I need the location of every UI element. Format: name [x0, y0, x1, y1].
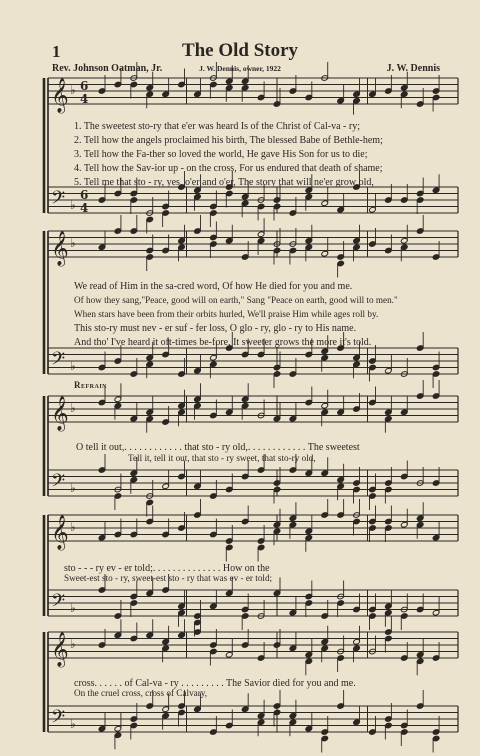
- flat-icon: ♭: [70, 236, 76, 250]
- verse-4-line-2: This sto-ry must nev - er suf - fer loss, O glo - ry, glo - ry to His name.: [74, 323, 357, 334]
- verse-5-line-1: 5. Tell me that sto - ry, yes, o'er and o'er, The story that will ne'er grow old,: [74, 177, 374, 188]
- flat-icon: ♭: [70, 359, 76, 373]
- treble-clef-icon: 𝄞: [51, 231, 69, 266]
- bass-clef-icon: 𝄢: [51, 188, 66, 213]
- refrain-line-2-bass: Sweet-est sto - ry, sweet-est sto - ry that was ev - er told;: [64, 573, 273, 583]
- hymn-title: The Old Story: [181, 40, 299, 61]
- bass-clef-icon: 𝄢: [51, 707, 66, 732]
- time-signature-top: 6: [80, 79, 89, 93]
- flat-icon: ♭: [70, 481, 76, 495]
- flat-icon: ♭: [70, 401, 76, 415]
- verse-5-line-2: And tho' I've heard it oft-times be-fore, It sweeter grows the more it's told.: [74, 337, 372, 348]
- refrain-line-3-soprano: cross. . . . . . of Cal-va - ry . . . . . . . . . The Savior died for you and me.: [74, 678, 356, 689]
- bass-clef-icon: 𝄢: [51, 591, 66, 616]
- verse-1-line-1: 1. The sweetest sto-ry that e'er was heard Is of the Christ of Cal-va - ry;: [74, 121, 360, 132]
- author-credit: Rev. Johnson Oatman, Jr.: [52, 63, 163, 74]
- flat-icon: ♭: [70, 601, 76, 615]
- treble-clef-icon: 𝄞: [51, 515, 69, 550]
- flat-icon: ♭: [70, 717, 76, 731]
- flat-icon: ♭: [70, 520, 76, 534]
- verse-2-line-1: 2. Tell how the angels proclaimed his birth, The blessed Babe of Bethle-hem;: [74, 135, 383, 146]
- refrain-line-1-soprano: O tell it out,. . . . . . . . . . . . that sto - ry old,. . . . . . . . . . . . The sweetest: [76, 442, 360, 453]
- flat-icon: ♭: [70, 637, 76, 651]
- copyright-notice: J. W. Dennis, owner, 1922: [199, 64, 281, 73]
- time-signature-bottom: 4: [80, 92, 89, 106]
- composer-credit: J. W. Dennis: [386, 63, 440, 74]
- verse-3-line-1: 3. Tell how the Fa-ther so loved the world, He gave His Son for us to die;: [74, 149, 368, 160]
- refrain-line-2-soprano: sto - - - ry ev - er told;. . . . . . . . . . . . . . How on the: [64, 563, 270, 574]
- flat-icon: ♭: [70, 83, 76, 97]
- treble-clef-icon: 𝄞: [51, 396, 69, 431]
- verse-3-line-2: When stars have been from their orbits hurled, We'll praise Him while ages roll by.: [74, 309, 379, 319]
- time-signature-top: 6: [80, 188, 89, 202]
- refrain-line-3-bass: On the cruel cross, cross of Calvary,: [74, 688, 208, 698]
- time-signature-bottom: 4: [80, 201, 89, 215]
- bass-clef-icon: 𝄢: [51, 349, 66, 374]
- verse-1-line-2: We read of Him in the sa-cred word, Of how He died for you and me.: [74, 281, 353, 292]
- verse-4-line-1: 4. Tell how the Sav-ior up - on the cross, For us endured that death of shame;: [74, 163, 383, 174]
- refrain-label: Refrain: [74, 380, 108, 390]
- page-number: 1: [52, 42, 61, 61]
- treble-clef-icon: 𝄞: [51, 78, 69, 113]
- verse-2-line-2: Of how they sang,"Peace, good will on earth," Sang "Peace on earth, good will to men.": [74, 295, 398, 305]
- treble-clef-icon: 𝄞: [51, 632, 69, 667]
- flat-icon: ♭: [70, 198, 76, 212]
- bass-clef-icon: 𝄢: [51, 471, 66, 496]
- refrain-line-1-bass: Tell it, tell it out, that sto - ry sweet, that sto-ry old,: [128, 453, 316, 463]
